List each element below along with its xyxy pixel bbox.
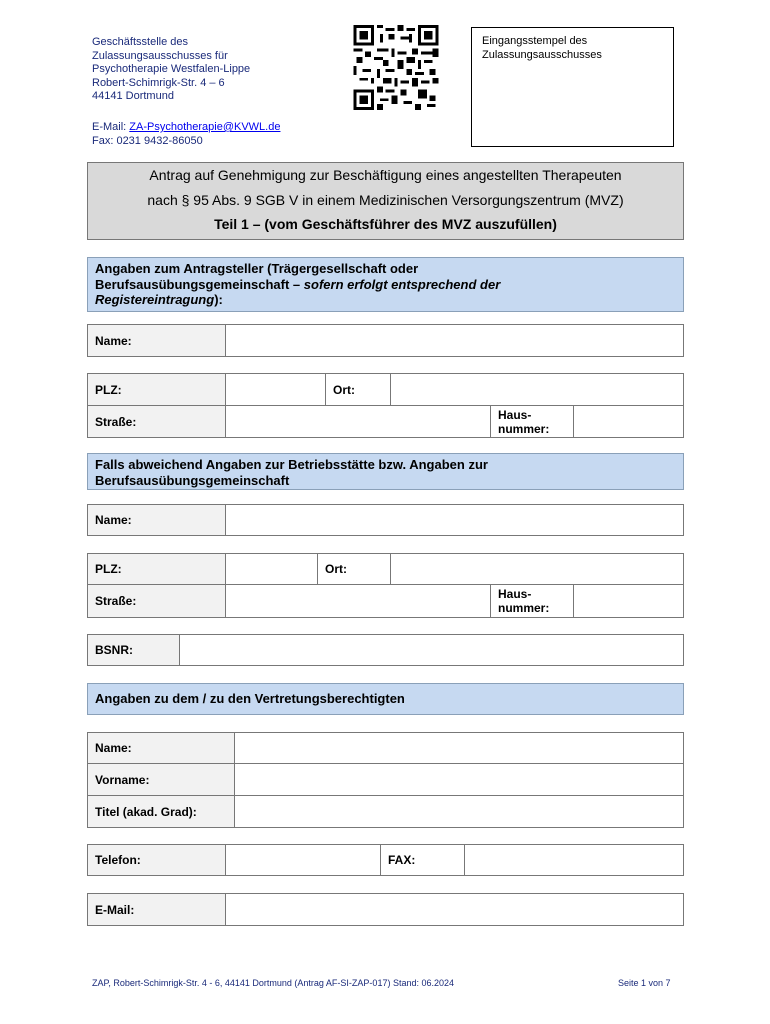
- fax-input[interactable]: [465, 845, 683, 875]
- section-title-italic: Registereintragung: [95, 292, 215, 307]
- email-row: [87, 893, 684, 926]
- name-label: Name:: [88, 505, 226, 535]
- site-plz-input[interactable]: [226, 554, 318, 584]
- site-ort-input[interactable]: [391, 554, 683, 584]
- section-title-line: Falls abweichend Angaben zur Betriebsstätte bzw. Angaben zur: [95, 457, 488, 472]
- hausnummer-label: [491, 585, 574, 617]
- office-address: [92, 36, 342, 104]
- rep-name-row: [87, 732, 684, 764]
- name-label: Name:: [88, 733, 235, 763]
- qr-code-icon: [351, 25, 441, 110]
- section-title-text: Berufsausübungsgemeinschaft –: [95, 276, 304, 292]
- section-title-line: [95, 292, 676, 308]
- fax-label: FAX:: [381, 845, 465, 875]
- ort-label: Ort:: [326, 374, 391, 405]
- address-line: Robert-Schimrigk-Str. 4 – 6: [92, 76, 225, 89]
- fax-line: Fax: 0231 9432-86050: [92, 134, 203, 147]
- address-line: 44141 Dortmund: [92, 90, 174, 103]
- plz-label: PLZ:: [88, 374, 226, 405]
- applicant-hausnummer-input[interactable]: [574, 406, 683, 437]
- applicant-street-row: [87, 406, 684, 438]
- title-line2: nach § 95 Abs. 9 SGB V in einem Medizinischen Versorgungszentrum (MVZ): [147, 192, 624, 208]
- section-title-line: Berufsausübungsgemeinschaft: [95, 472, 290, 488]
- title-line3: Teil 1 – (vom Geschäftsführer des MVZ auszufüllen): [214, 216, 557, 232]
- site-plz-row: [87, 553, 684, 585]
- hausnummer-label-line: Haus-: [498, 587, 532, 601]
- bsnr-label: BSNR:: [88, 635, 180, 665]
- applicant-name-input[interactable]: [226, 325, 683, 356]
- rep-title-row: [87, 796, 684, 828]
- email-link[interactable]: ZA-Psychotherapie@KVWL.de: [129, 121, 281, 133]
- section-title-italic: sofern erfolgt entsprechend der: [303, 276, 501, 292]
- rep-vorname-input[interactable]: [235, 764, 683, 795]
- strasse-label: Straße:: [88, 585, 226, 617]
- address-line: Geschäftsstelle des: [92, 36, 188, 48]
- telefon-label: Telefon:: [88, 845, 226, 875]
- ort-label: Ort:: [318, 554, 391, 584]
- phone-fax-row: [87, 844, 684, 876]
- bsnr-input[interactable]: [180, 635, 683, 665]
- applicant-plz-row: [87, 373, 684, 406]
- rep-vorname-row: [87, 764, 684, 796]
- applicant-ort-input[interactable]: [391, 374, 683, 405]
- page-number: Seite 1 von 7: [618, 978, 671, 988]
- email-label: E-Mail:: [88, 894, 226, 925]
- rep-title-input[interactable]: [235, 796, 683, 827]
- section-title-text: ):: [214, 292, 223, 307]
- address-line: Zulassungsausschusses für: [92, 49, 228, 62]
- title-line1: Antrag auf Genehmigung zur Beschäftigung eines angestellten Therapeuten: [149, 167, 622, 183]
- strasse-label: Straße:: [88, 406, 226, 437]
- site-name-row: [87, 504, 684, 536]
- section-applicant-header: [87, 257, 684, 312]
- hausnummer-label-line: Haus-: [498, 407, 532, 422]
- rep-name-input[interactable]: [235, 733, 683, 763]
- address-line: Psychotherapie Westfalen-Lippe: [92, 63, 251, 76]
- titel-label: Titel (akad. Grad):: [88, 796, 235, 827]
- section-title-line: Angaben zum Antragsteller (Trägergesellschaft oder: [95, 261, 419, 276]
- hausnummer-label-line: nummer:: [498, 421, 550, 436]
- section-title-line: Angaben zu dem / zu den Vertretungsberechtigten: [95, 691, 405, 707]
- section-representatives-header: [87, 683, 684, 715]
- telefon-input[interactable]: [226, 845, 381, 875]
- site-street-input[interactable]: [226, 585, 491, 617]
- section-site-header: [87, 453, 684, 490]
- email-input[interactable]: [226, 894, 683, 925]
- site-street-row: [87, 585, 684, 618]
- footer-reference: ZAP, Robert-Schimrigk-Str. 4 - 6, 44141 Dortmund (Antrag AF-SI-ZAP-017) Stand: 06.2024: [92, 978, 454, 988]
- email-label: E-Mail:: [92, 121, 130, 133]
- applicant-plz-input[interactable]: [226, 374, 326, 405]
- stamp-label-line2: Zulassungsausschusses: [482, 49, 602, 61]
- vorname-label: Vorname:: [88, 764, 235, 795]
- applicant-name-row: [87, 324, 684, 357]
- section-title-line: [95, 277, 676, 293]
- receipt-stamp-box: [471, 27, 674, 147]
- email-line: [92, 121, 342, 135]
- form-title: [87, 162, 684, 240]
- bsnr-row: [87, 634, 684, 666]
- site-name-input[interactable]: [226, 505, 683, 535]
- hausnummer-label-line: nummer:: [498, 601, 550, 615]
- plz-label: PLZ:: [88, 554, 226, 584]
- name-label: Name:: [88, 325, 226, 356]
- applicant-street-input[interactable]: [226, 406, 491, 437]
- hausnummer-label: [491, 406, 574, 437]
- stamp-label-line1: Eingangsstempel des: [482, 35, 588, 47]
- contact-info: [92, 121, 342, 148]
- site-hausnummer-input[interactable]: [574, 585, 683, 617]
